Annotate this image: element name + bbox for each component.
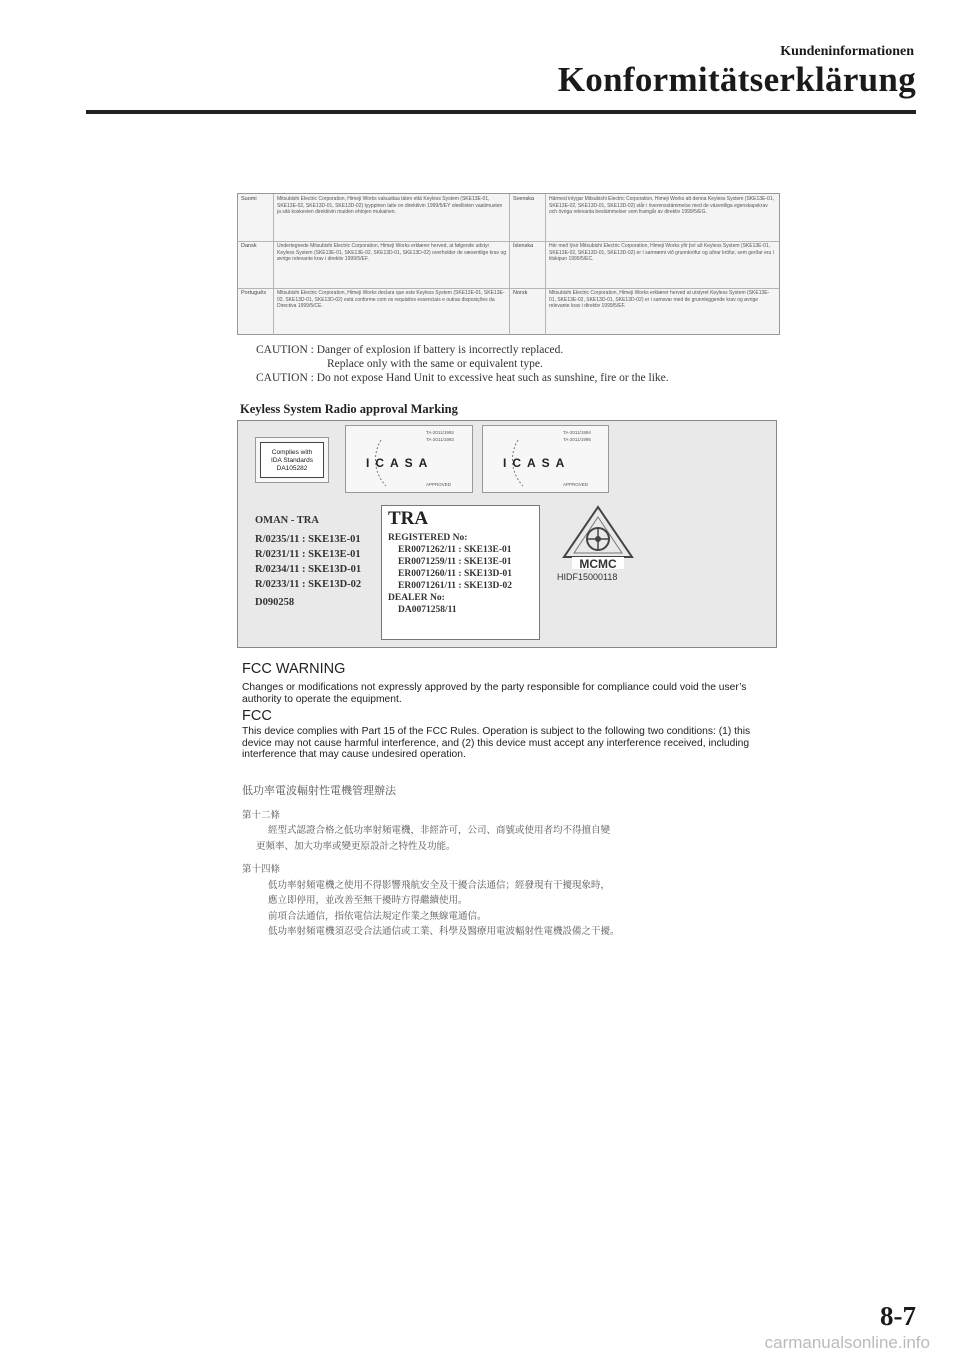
fcc-text: This device complies with Part 15 of the FCC Rules. Operation is subject to the following two conditions: (1) this device may not cause harmful interference, and (2) this device must accept any interference received, including interference that may cause undesired operation. (242, 726, 751, 761)
language-label: Suomi (238, 194, 274, 241)
tra-registered-label: REGISTERED No: (388, 533, 468, 543)
list-item: R/0233/11 : SKE13D-02 (255, 579, 362, 590)
approved-label: APPROVED (563, 482, 589, 487)
article-12-title: 第十二條 (242, 810, 281, 821)
tra-details (388, 532, 512, 616)
taiwan-title: 低功率電波輻射性電機管理辦法 (242, 784, 396, 797)
tra-mark (381, 505, 540, 640)
article-14-line: 低功率射頻電機之使用不得影響飛航安全及干擾合法通信；經發現有干擾現象時， (268, 880, 611, 891)
article-14-line: 低功率射頻電機須忍受合法通信或工業、科學及醫療用電波輻射性電機設備之干擾。 (268, 926, 620, 937)
tra-logo: TRA (388, 508, 429, 529)
list-item: ER0071259/11 : SKE13E-01 (398, 557, 512, 567)
tra-dealer-number: DA0071258/11 (398, 605, 457, 615)
approved-label: APPROVED (426, 482, 452, 487)
page-title: Konformitätserklärung (557, 60, 916, 99)
caution-text: Do not expose Hand Unit to excessive heat such as sunshine, fire or the like. (316, 372, 669, 384)
icasa-mark-1 (345, 425, 473, 493)
language-label: Português (238, 288, 274, 335)
ida-mark-inner (260, 442, 324, 478)
list-item: ER0071260/11 : SKE13D-01 (398, 569, 513, 579)
marking-title: Keyless System Radio approval Marking (240, 402, 458, 416)
list-item: R/0231/11 : SKE13E-01 (255, 549, 361, 560)
fcc-title: FCC (242, 708, 272, 724)
caution-line-1 (256, 343, 563, 357)
header-divider (86, 110, 916, 114)
language-label: Norsk (510, 288, 546, 335)
oman-title: OMAN - TRA (255, 515, 319, 526)
mcmc-triangle-icon (560, 505, 636, 571)
mcmc-logo (560, 505, 636, 571)
table-row (238, 241, 779, 289)
watermark: carmanualsonline.info (764, 1333, 930, 1352)
list-item: R/0234/11 : SKE13D-01 (255, 564, 362, 575)
tra-dealer-label: DEALER No: (388, 593, 445, 603)
declaration-text: Mitsubishi Electric Corporation, Himeji Works vakuuttaa täten että Keyless System (SKE13E-01, SKE13E-02, SKE13D-01, SKE13D-02) tyyppinen laite on direktiivin 1999/5/EY oleellisten vaatimusten ja sitä koskevien direktiivin muiden ehtojen mukainen. (274, 194, 510, 241)
article-14-line: 前項合法通信，指依電信法規定作業之無線電通信。 (268, 911, 487, 922)
mcmc-logo-text: MCMC (579, 557, 617, 571)
article-14-line: 應立即停用，並改善至無干擾時方得繼續使用。 (268, 895, 468, 906)
caution-line-3 (256, 371, 669, 385)
article-12-line: 經型式認證合格之低功率射頻電機，非經許可，公司、商號或使用者均不得擅自變 (268, 825, 611, 836)
fcc-warning-text: Changes or modifications not expressly approved by the party responsible for compliance could void the user’s authority to operate the equipment. (242, 682, 747, 705)
language-label: Svenska (510, 194, 546, 241)
mcmc-code: HIDF15000118 (557, 572, 618, 582)
list-item: D090258 (255, 597, 295, 608)
caution-label: CAUTION : (256, 372, 314, 384)
icasa-logo-text: ICASA (503, 456, 571, 470)
declaration-text: Mitsubishi Electric Corporation, Himeji Works declara que este Keyless System (SKE13E-01, SKE13E-02, SKE13D-01, SKE13D-02) está conforme com os requisitos essenciais e outras disposições da Directiva 1999/5/CE. (274, 288, 510, 335)
declaration-text: Mitsubishi Electric Corporation, Himeji Works erklærer herved at utstyret Keyless System (SKE13E-01, SKE13E-02, SKE13D-01, SKE13D-02) er i samsvar med de grunnleggende krav og øvrige relevante krav i direktiv 1999/5/EF. (549, 290, 770, 309)
language-label: Íslenska (510, 241, 546, 288)
oman-tra-list (255, 513, 361, 610)
ida-number: DA105282 (276, 465, 308, 472)
declaration-text: Undertegnede Mitsubishi Electric Corporation, Himeji Works erklærer herved, at følgende udstyr Keyless System (SKE13E-01, SKE13E-02, SKE13D-01, SKE13D-02) overholder de væsentlige krav og øvrige relevante krav i direktiv 1999/5/EF. (274, 241, 510, 288)
ida-line: Complies with (271, 449, 313, 456)
caution-text: Danger of explosion if battery is incorrectly replaced. (316, 344, 564, 356)
ida-mark (255, 437, 329, 483)
icasa-logo-text: ICASA (366, 456, 434, 470)
caution-label: CAUTION : (256, 344, 314, 356)
list-item: ER0071261/11 : SKE13D-02 (398, 581, 513, 591)
declaration-text: Härmed intygar Mitsubishi Electric Corporation, Himeji Works att denna Keyless System (SKE13E-01, SKE13E-02, SKE13D-01, SKE13D-02) står i överensstämmelse med de väsentliga egenskapskrav och övriga relevanta bestämmelser som framgår av direktiv 1999/5/EG. (549, 196, 774, 215)
list-item: R/0235/11 : SKE13E-01 (255, 534, 361, 545)
language-label: Dansk (238, 241, 274, 288)
fcc-warning-title: FCC WARNING (242, 661, 346, 677)
section-header: Kundeninformationen (780, 44, 914, 59)
article-14-title: 第十四條 (242, 864, 281, 875)
page-number: 8-7 (880, 1301, 916, 1331)
declaration-text: Hér með lýsir Mitsubishi Electric Corporation, Himeji Works yfir því að Keyless System (SKE13E-01, SKE13E-02, SKE13D-01, SKE13D-02) er í samræmi við grunnkröfur og aðrar kröfur, sem gerðar eru í tilskipun 1999/5/EC. (549, 243, 775, 262)
table-row (238, 194, 779, 242)
ida-line: IDA Standards (271, 457, 313, 464)
icasa-ta-number: TA-2011/1993 (426, 437, 454, 442)
icasa-mark-2 (482, 425, 609, 493)
list-item: ER0071262/11 : SKE13E-01 (398, 545, 512, 555)
icasa-ta-number: TA-2011/1994 (563, 430, 591, 435)
icasa-ta-number: TA-2011/1995 (563, 437, 591, 442)
table-row (238, 288, 779, 335)
declaration-table (237, 193, 780, 335)
article-12-line: 更頻率、加大功率或變更原設計之特性及功能。 (256, 841, 456, 852)
caution-line-2: Replace only with the same or equivalent type. (327, 358, 543, 370)
icasa-ta-number: TA-2011/1992 (426, 430, 454, 435)
